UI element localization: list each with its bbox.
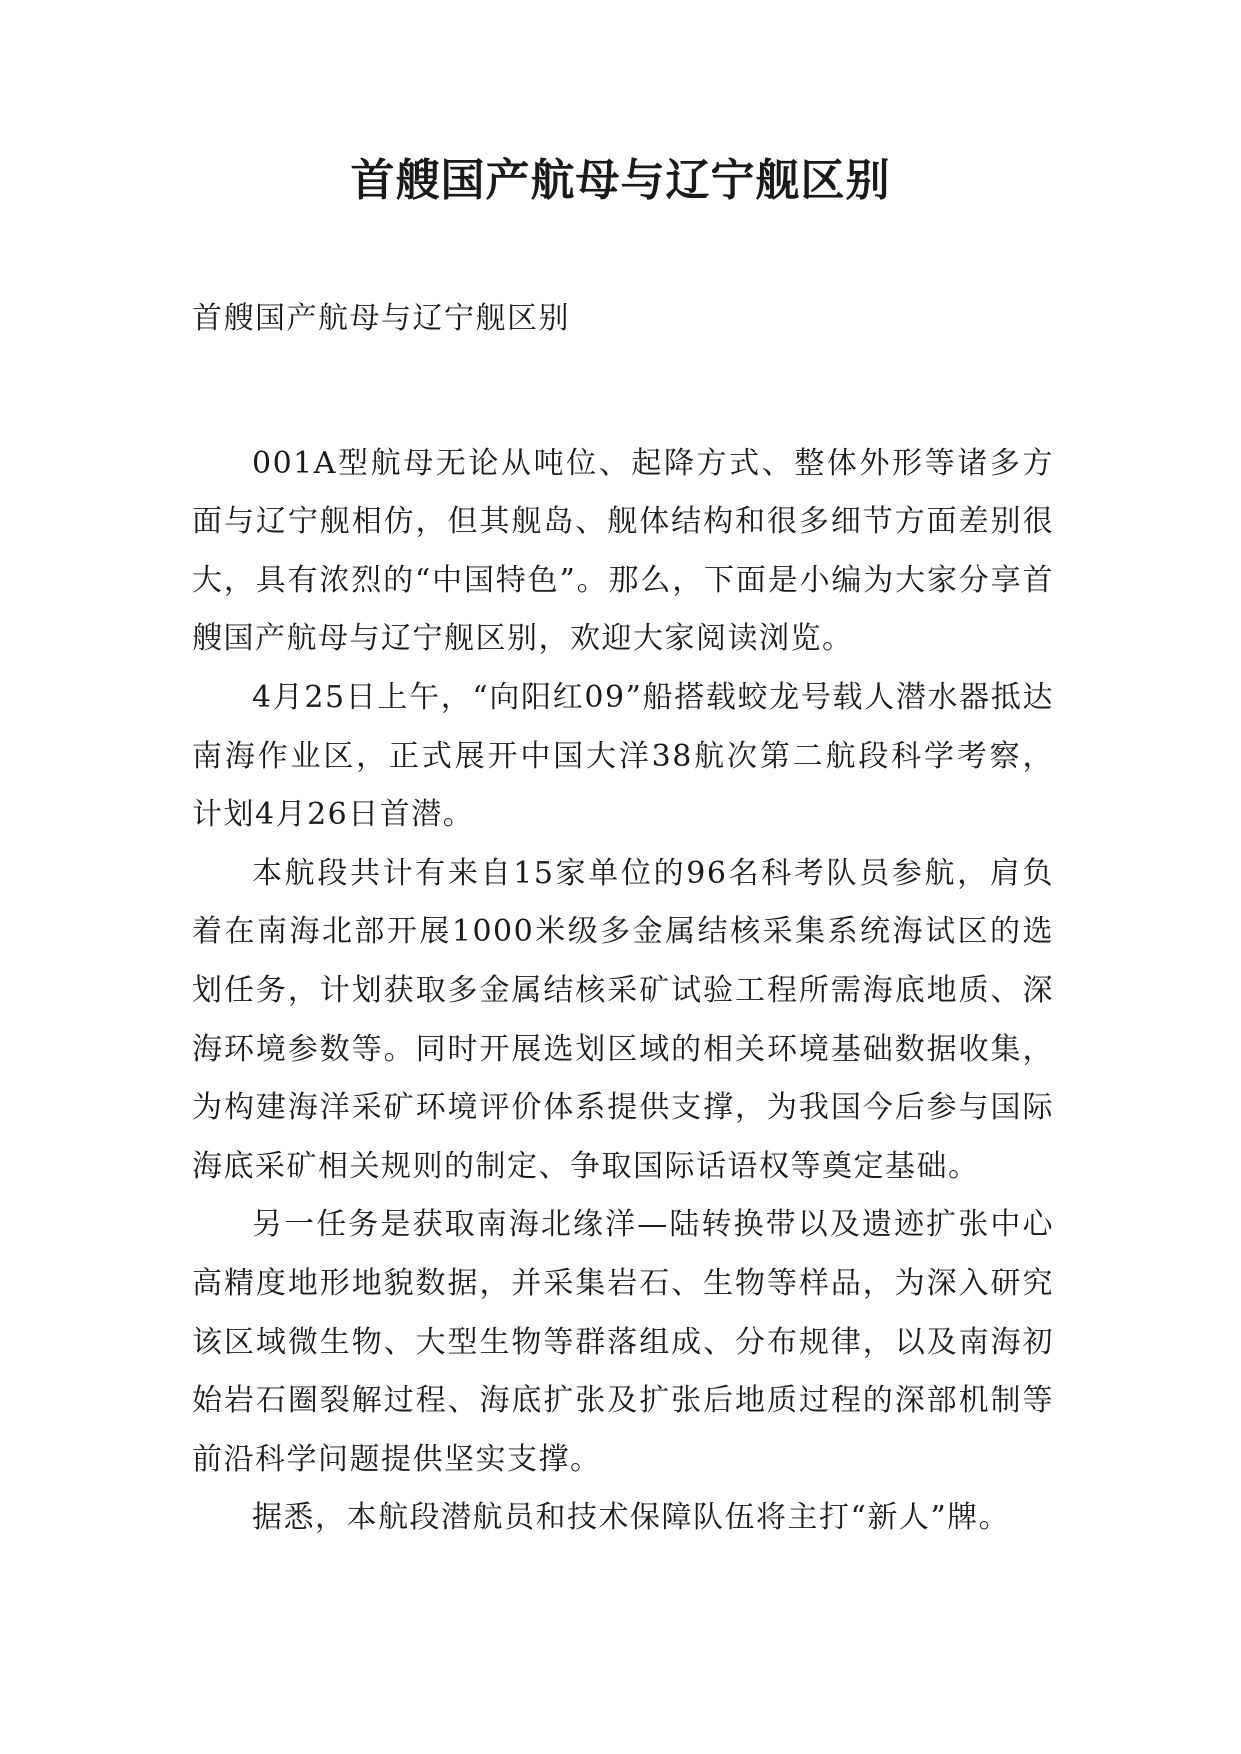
paragraph-team: 本航段共计有来自15家单位的96名科考队员参航，肩负着在南海北部开展1000米级多金属结核采集系统海试区的选划任务，计划获取多金属结核采矿试验工程所需海底地质、深海环境参数等。同时开展选划区域的相关环境基础数据收集，为构建海洋采矿环境评价体系提供支撑，为我国今后参与国际海底采矿相关规则的制定、争取国际话语权等奠定基础。: [192, 855, 1054, 1184]
paragraph-intro: 001A型航母无论从吨位、起降方式、整体外形等诸多方面与辽宁舰相仿，但其舰岛、舰体结构和很多细节方面差别很大，具有浓烈的“中国特色”。那么，下面是小编为大家分享首艘国产航母与辽宁舰区别，欢迎大家阅读浏览。: [192, 445, 1054, 657]
document-subheading: 首艘国产航母与辽宁舰区别: [192, 301, 570, 336]
document-body: [192, 290, 1054, 1548]
document-title: 首艘国产航母与辽宁舰区别: [350, 155, 891, 206]
paragraph-expedition: 4月25日上午，“向阳红09”船搭载蛟龙号载人潜水器抵达南海作业区，正式展开中国大洋38航次第二航段科学考察， 计划4月26日首潜。: [192, 679, 1054, 833]
paragraph-new-crew: 据悉，本航段潜航员和技术保障队伍将主打“新人”牌。: [252, 1500, 1011, 1536]
paragraph-second-task: 另一任务是获取南海北缘洋—陆转换带以及遗迹扩张中心高精度地形地貌数据，并采集岩石、生物等样品，为深入研究该区域微生物、大型生物等群落组成、分布规律，以及南海初始岩石圈裂解过程、海底扩张及扩张后地质过程的深部机制等前沿科学问题提供坚实支撑。: [192, 1207, 1054, 1477]
